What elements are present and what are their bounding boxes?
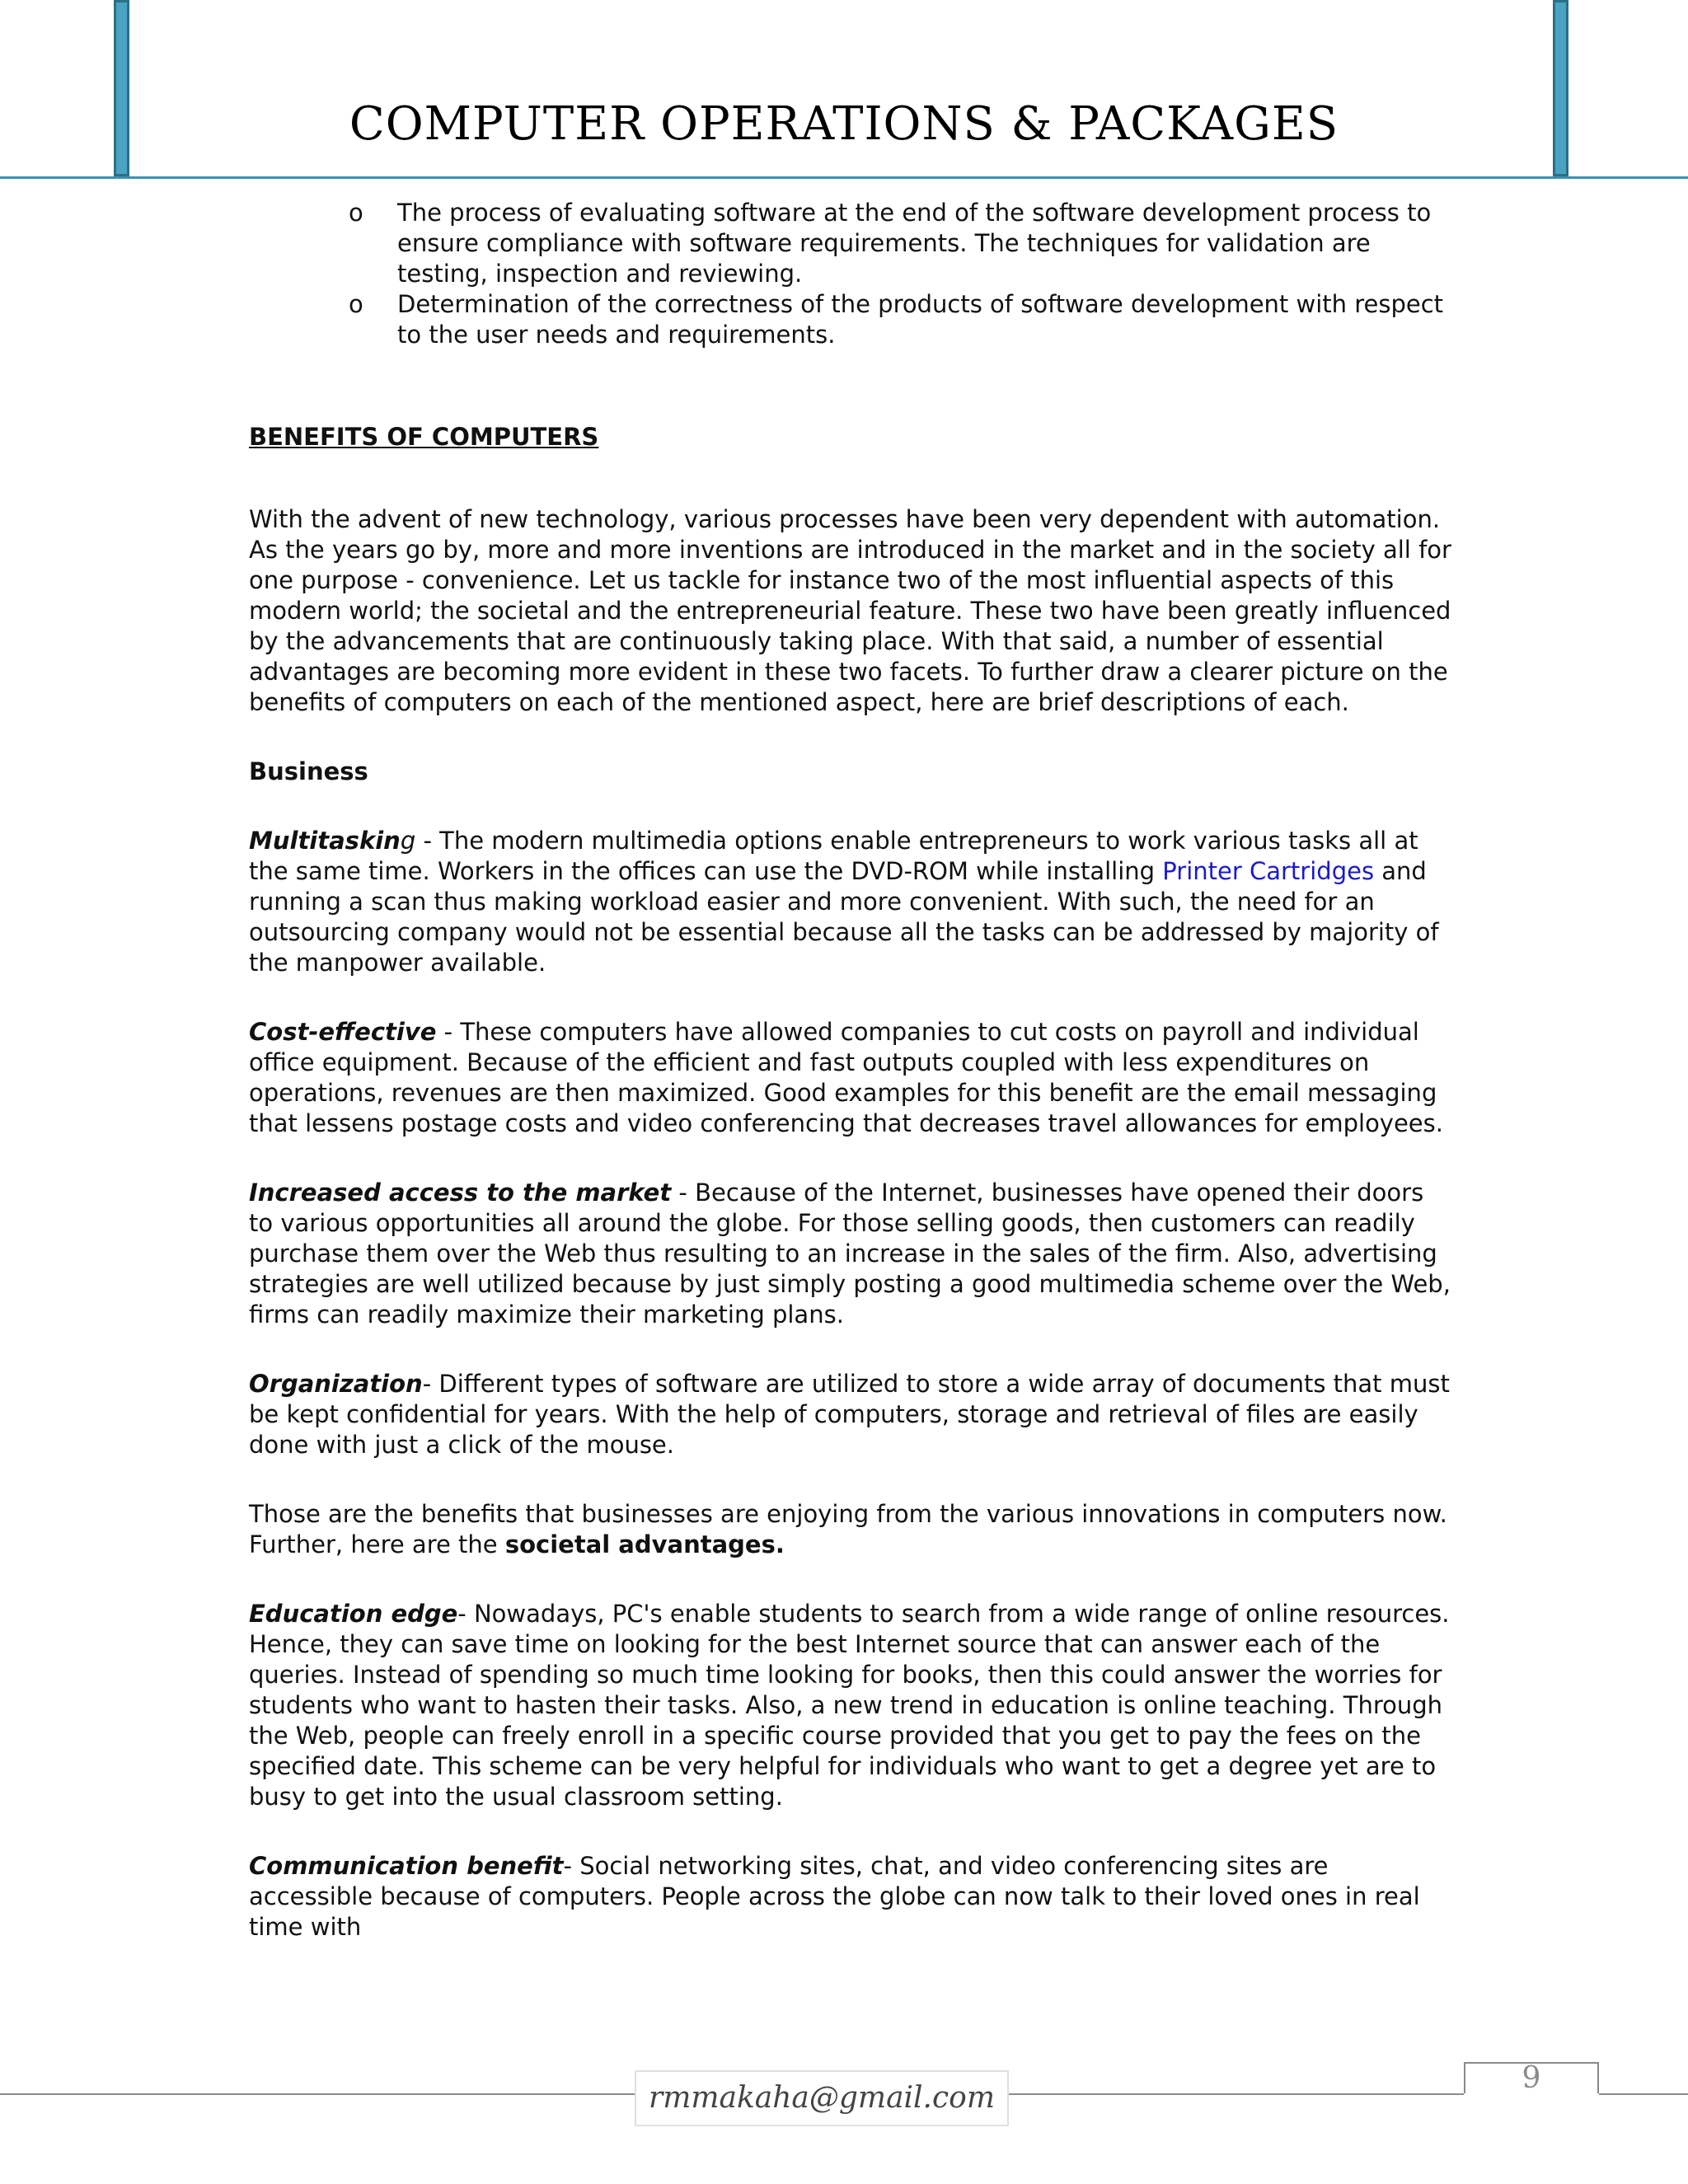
business-heading: Business [249,757,368,785]
printer-cartridges-link[interactable]: Printer Cartridges [1162,857,1375,885]
education-term: Education edge [249,1600,458,1628]
bullet-mark: o [349,199,363,227]
multitasking-term-tail: g [400,827,416,855]
bullet-item [249,198,1452,289]
footer-rule-left [0,2093,635,2095]
page-number: 9 [1464,2062,1599,2093]
bullet-text: Determination of the correctness of the products of software development with respect to the user needs and requirements. [397,290,1444,349]
market-access-paragraph [249,1178,1452,1330]
multitasking-term: Multitaskin [249,827,401,855]
footer-rule-middle [1009,2093,1464,2095]
organization-text: - Different types of software are utilized to store a wide array of documents that must be kept confidential for years. With the help of computers, storage and retrieval of files are easily done with just a click of the mouse. [249,1370,1450,1459]
header-rule [0,176,1688,179]
cost-effective-paragraph [249,1017,1452,1139]
communication-text: - Social networking sites, chat, and video conferencing sites are accessible because of computers. People across the globe can now talk to their loved ones in real time with [249,1852,1420,1941]
cost-effective-text: - These computers have allowed companies to cut costs on payroll and individual office equipment. Because of the efficient and fast outputs coupled with less expenditures on operations, revenues are then maximized. Good examples for this benefit are the email messaging that lessens postage costs and video conferencing that decreases travel allowances for employees. [249,1018,1443,1137]
organization-paragraph [249,1369,1452,1460]
transition-text: Those are the benefits that businesses are enjoying from the various innovations in computers now. Further, here are the [249,1500,1447,1558]
organization-term: Organization [249,1370,423,1398]
footer-rule-right [1599,2093,1688,2095]
multitasking-text: - The modern multimedia options enable entrepreneurs to work various tasks all at the same time. Workers in the offices can use the DVD-ROM while installing [249,827,1418,885]
societal-advantages: societal advantages. [504,1530,785,1558]
bullet-item [249,289,1452,350]
bullet-mark: o [349,290,363,318]
intro-paragraph: With the advent of new technology, various processes have been very dependent with automation. As the years go by, more and more inventions are introduced in the market and in the society all for one purpose - convenience. Let us tackle for instance two of the most influential aspects of this modern world; the societal and the entrepreneurial feature. These two have been greatly influenced by the advancements that are continuously taking place. With that said, a number of essential advantages are becoming more evident in these two facets. To further draw a clearer picture on the benefits of computers on each of the mentioned aspect, here are brief descriptions of each. [249,505,1451,716]
transition-paragraph [249,1499,1452,1560]
multitasking-text-end: and running a scan thus making workload easier and more convenient. With such, the need for an outsourcing company would not be essential because all the tasks can be addressed by majority of the manpower available. [249,857,1439,977]
market-access-text: - Because of the Internet, businesses have opened their doors to various opportunities all around the globe. For those selling goods, then customers can readily purchase them over the Web thus resulting to an increase in the sales of the firm. Also, advertising strategies are well utilized because by just simply posting a good multimedia scheme over the Web, firms can readily maximize their marketing plans. [249,1179,1451,1329]
market-access-term: Increased access to the market [249,1179,672,1207]
education-text: - Nowadays, PC's enable students to search from a wide range of online resources. Hence, they can save time on looking for the best Internet source that can answer each of the queries. Instead of spending so much time looking for books, then this could answer the worries for students who want to hasten their tasks. Also, a new trend in education is online teaching. Through the Web, people can freely enroll in a specific course provided that you get to pay the fees on the specified date. This scheme can be very helpful for individuals who want to get a degree yet are to busy to get into the usual classroom setting. [249,1600,1450,1811]
communication-term: Communication benefit [249,1852,564,1880]
section-title: BENEFITS OF COMPUTERS [249,423,599,451]
bullet-text: The process of evaluating software at the end of the software development process to ensure compliance with software requirements. The techniques for validation are testing, inspection and reviewing. [397,199,1432,288]
footer-email: rmmakaha@gmail.com [635,2070,1009,2126]
multitasking-paragraph [249,826,1452,978]
communication-paragraph [249,1851,1452,1943]
page-content [249,198,1452,1943]
document-title: COMPUTER OPERATIONS & PACKAGES [349,97,1339,151]
cost-effective-term: Cost-effective [249,1018,437,1046]
validation-bullets [249,198,1452,350]
education-paragraph [249,1599,1452,1812]
